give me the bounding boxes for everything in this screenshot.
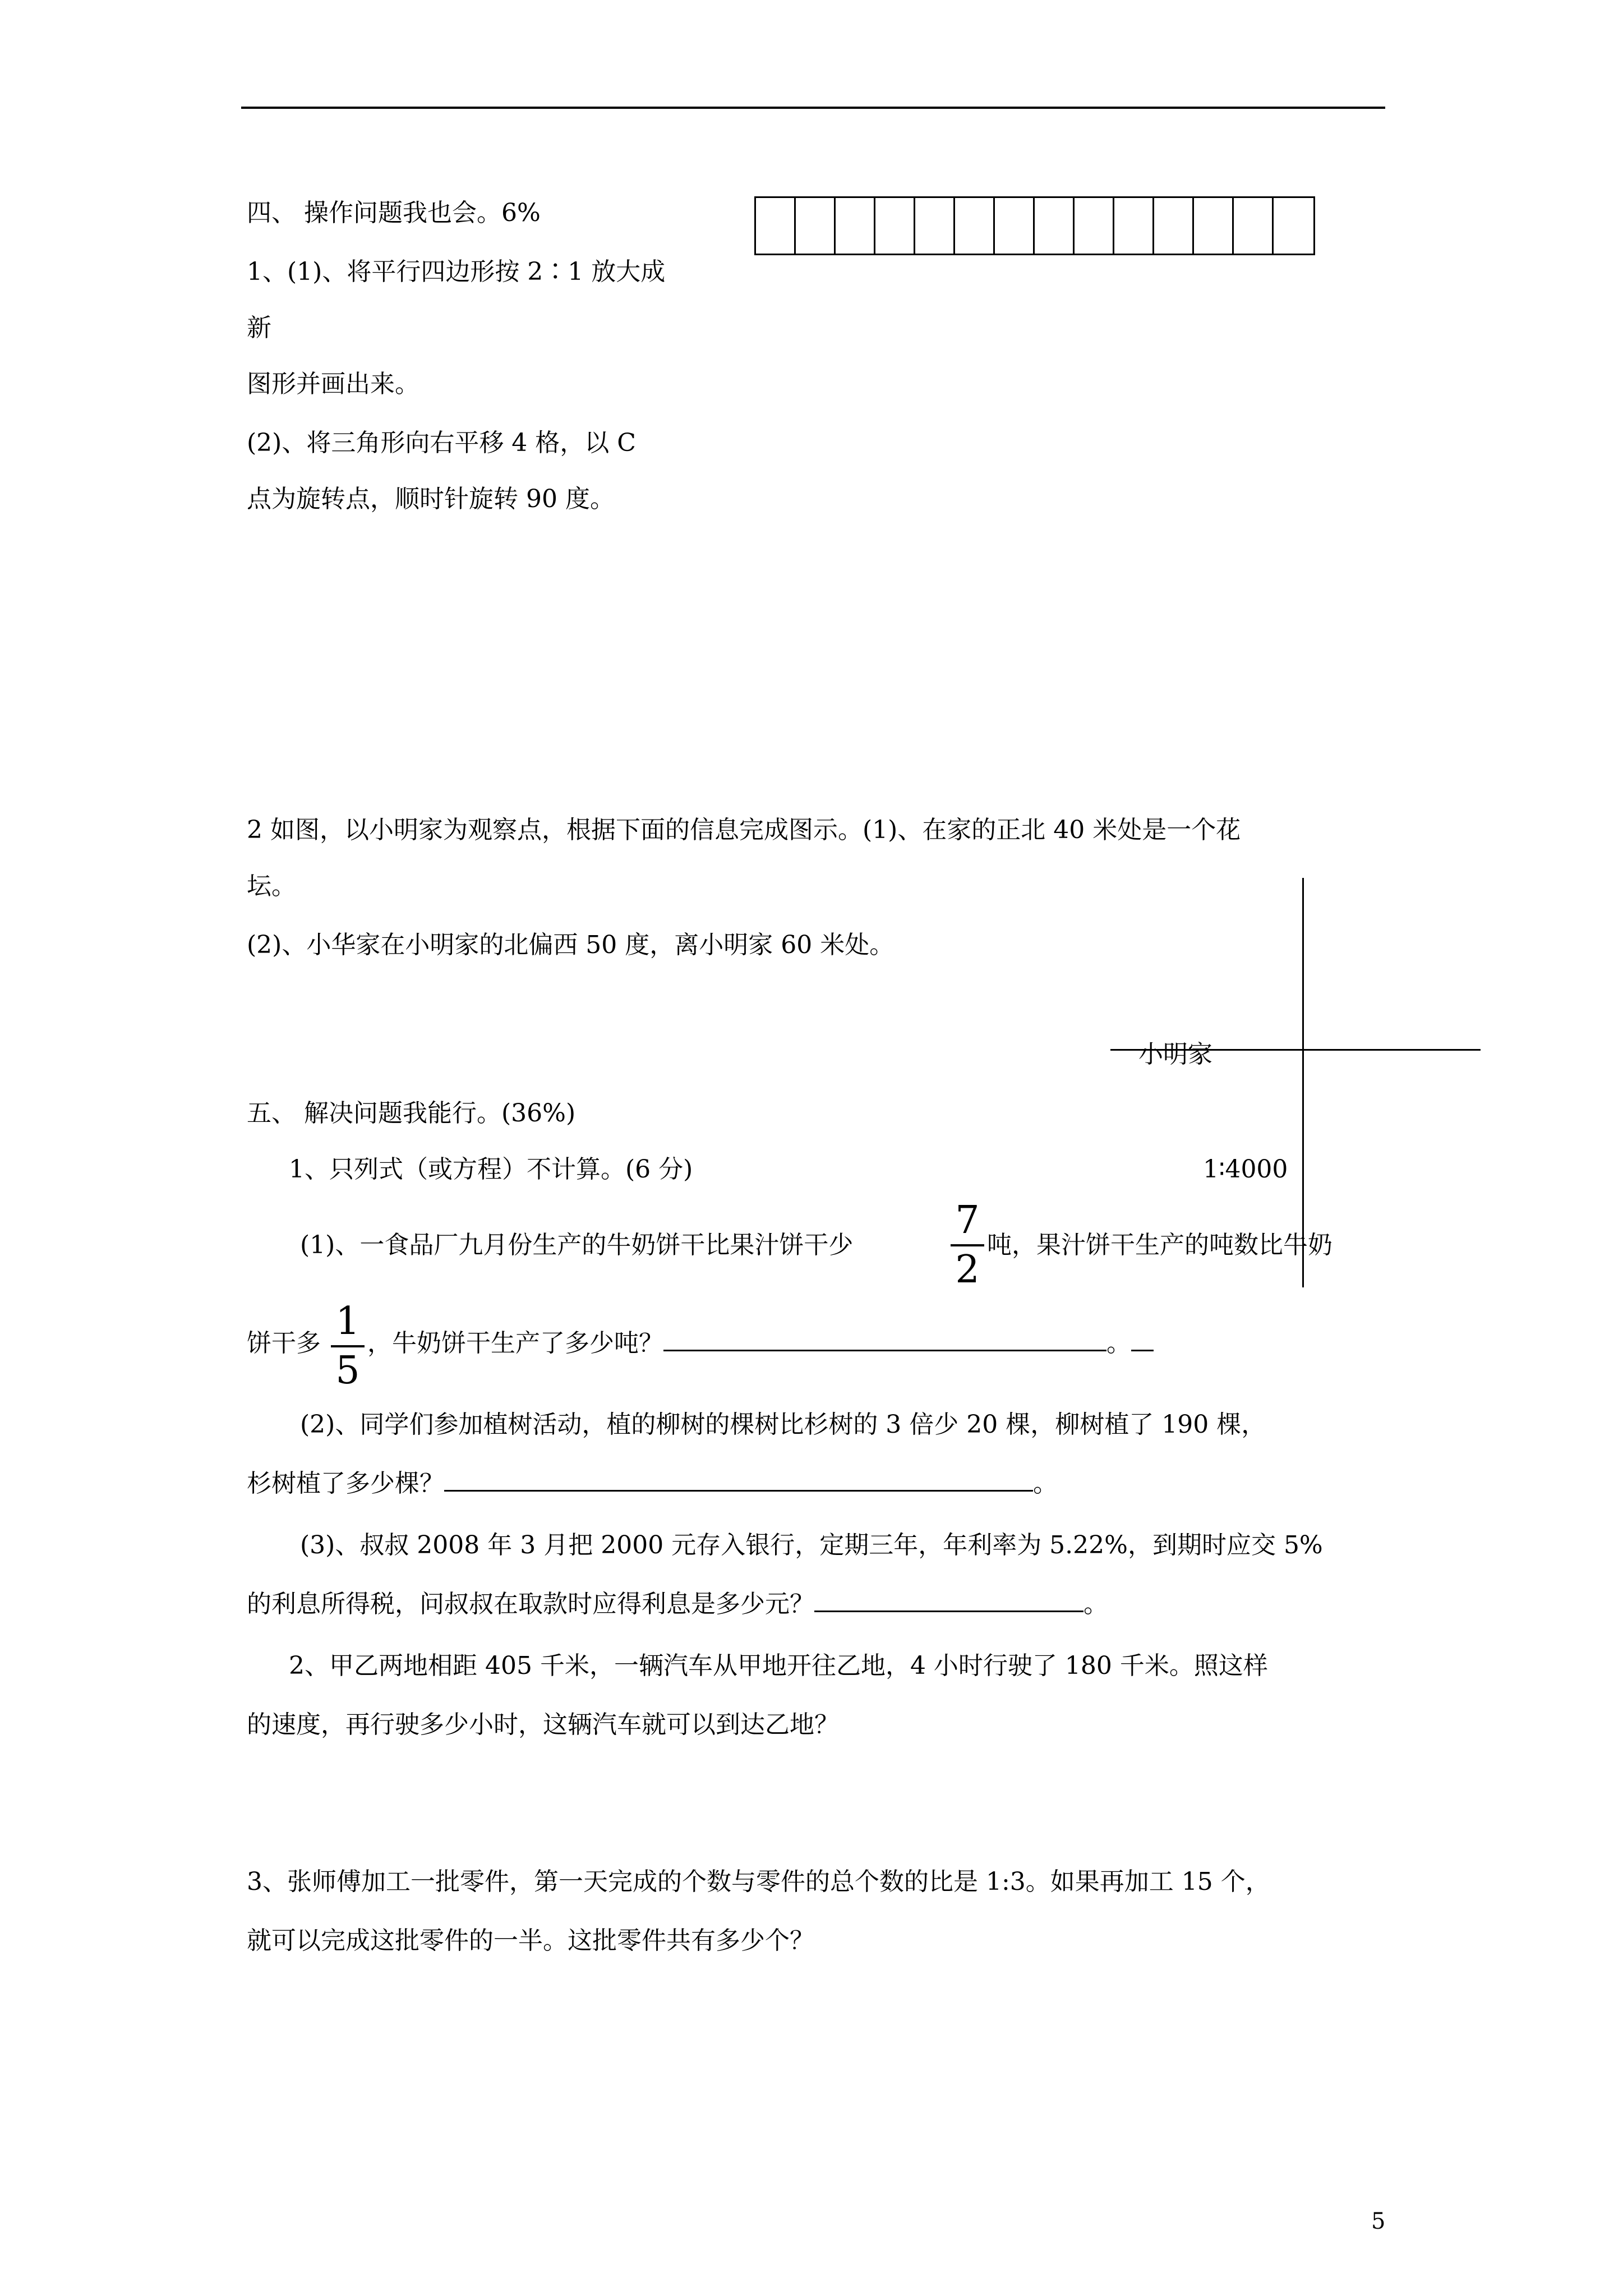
p2-question: 杉树植了多少棵？	[247, 1469, 444, 1498]
grid-cell	[875, 198, 915, 254]
section4-q1-line4: (2)、将三角形向右平移 4 格，以 C	[247, 429, 636, 457]
grid-cell	[796, 198, 836, 254]
q2-line1: 2、甲乙两地相距 405 千米，一辆汽车从甲地开往乙地，4 小时行驶了 180 千米。照这样	[289, 1651, 1268, 1680]
fraction-numerator: 1	[335, 1299, 360, 1343]
section4-q1-line2: 新	[247, 314, 271, 342]
p1-text-d	[367, 1327, 1154, 1360]
p1-question: ，牛奶饼干生产了多少吨？	[367, 1329, 663, 1358]
grid-cell	[995, 198, 1035, 254]
grid-cell	[955, 198, 995, 254]
p3-end: 。	[1083, 1590, 1108, 1618]
p2-line1: (2)、同学们参加植树活动，植的柳树的棵树比杉树的 3 倍少 20 棵，柳树植了 190 棵，	[300, 1410, 1266, 1439]
section5-heading: 五、 解决问题我能行。(36%)	[247, 1099, 576, 1128]
fraction-1-5	[331, 1301, 365, 1391]
q2-line2: 的速度，再行驶多少小时，这辆汽车就可以到达乙地？	[247, 1710, 839, 1739]
q3-line2: 就可以完成这批零件的一半。这批零件共有多少个？	[247, 1926, 814, 1955]
grid-cell	[1234, 198, 1274, 254]
grid-cell	[756, 198, 796, 254]
p3-question: 的利息所得税，问叔叔在取款时应得利息是多少元？	[247, 1590, 814, 1618]
section4-q2-line3: (2)、小华家在小明家的北偏西 50 度，离小明家 60 米处。	[247, 931, 895, 959]
grid-cell	[1075, 198, 1114, 254]
answer-blank-2[interactable]	[444, 1467, 1033, 1492]
grid-cell	[915, 198, 955, 254]
section4-heading: 四、 操作问题我也会。6%	[247, 199, 541, 227]
p3-line1: (3)、叔叔 2008 年 3 月把 2000 元存入银行，定期三年，年利率为 5.22%，到期时应交 5%	[300, 1531, 1323, 1559]
fraction-denominator: 2	[955, 1248, 980, 1292]
grid-cell	[1114, 198, 1154, 254]
p2-line2	[247, 1467, 1058, 1501]
p2-end: 。	[1033, 1469, 1058, 1498]
map-scale: 1∶4000	[1203, 1155, 1288, 1184]
p1-end: 。	[1106, 1329, 1131, 1358]
fraction-bar	[951, 1244, 984, 1246]
section5-sub1: 1、只列式（或方程）不计算。(6 分)	[289, 1155, 693, 1184]
q3-line1: 3、张师傅加工一批零件，第一天完成的个数与零件的总个数的比是 1:3。如果再加工 15 个，	[247, 1867, 1270, 1896]
grid-cell	[1035, 198, 1075, 254]
section4-q2-line1: 2 如图，以小明家为观察点，根据下面的信息完成图示。(1)、在家的正北 40 米处是一个花	[247, 816, 1241, 844]
grid-cell	[836, 198, 875, 254]
section4-q1-line3: 图形并画出来。	[247, 370, 419, 398]
answer-blank-1-tail	[1131, 1327, 1154, 1351]
p1-text-a: (1)、一食品厂九月份生产的牛奶饼干比果汁饼干少	[300, 1231, 854, 1259]
p1-text-b: 吨，果汁饼干生产的吨数比牛奶	[987, 1231, 1332, 1259]
section4-q1-line5: 点为旋转点，顺时针旋转 90 度。	[247, 485, 615, 513]
map-label-home: 小明家	[1138, 1040, 1212, 1069]
p1-text-c: 饼干多	[247, 1329, 321, 1358]
map-vertical-axis	[1302, 878, 1304, 1287]
page-number: 5	[1371, 2208, 1386, 2234]
answer-blank-3[interactable]	[814, 1588, 1083, 1612]
drawing-grid	[754, 196, 1315, 255]
fraction-bar	[331, 1345, 365, 1347]
grid-cell	[1154, 198, 1194, 254]
header-rule	[241, 107, 1385, 109]
fraction-7-2	[951, 1200, 984, 1290]
fraction-denominator: 5	[335, 1349, 360, 1393]
grid-cell	[1194, 198, 1234, 254]
answer-blank-1[interactable]	[663, 1327, 1106, 1351]
grid-cell	[1274, 198, 1313, 254]
p3-line2	[247, 1588, 1108, 1621]
section4-q1-line1: 1、(1)、将平行四边形按 2∶1 放大成	[247, 257, 666, 286]
fraction-numerator: 7	[955, 1198, 980, 1243]
section4-q2-line2: 坛。	[247, 872, 296, 900]
